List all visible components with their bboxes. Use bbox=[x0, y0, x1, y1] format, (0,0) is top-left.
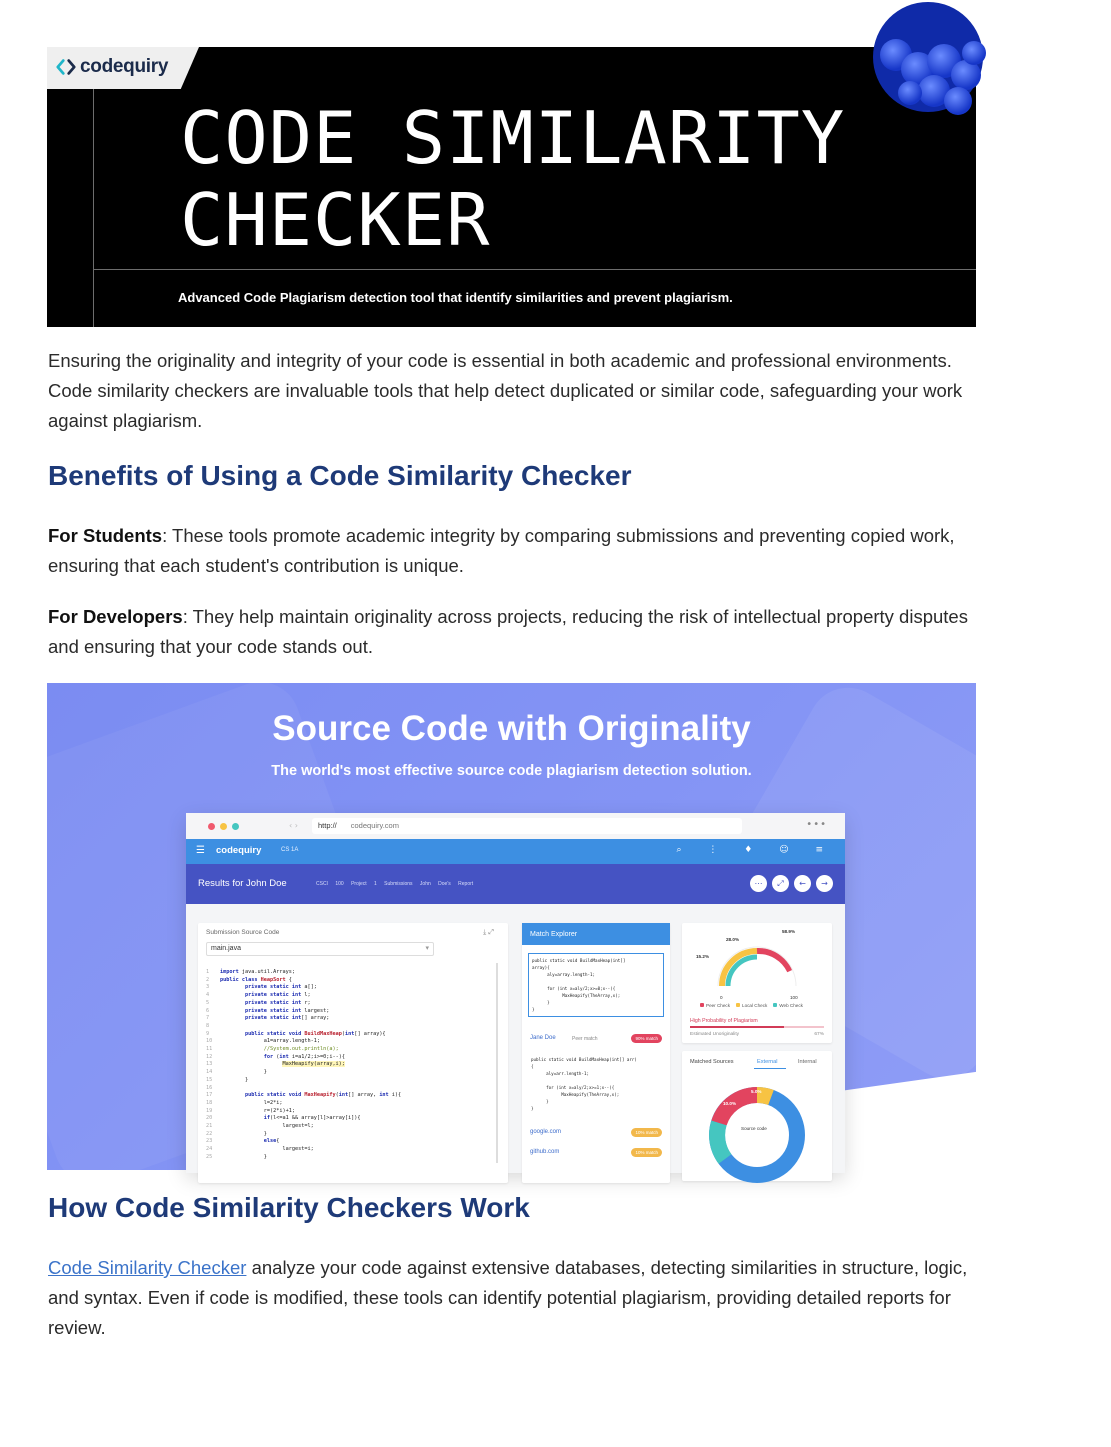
match-snippet-secondary: public static void BuildMaxHeap(int[] arr) { aly=arr.length-1; for (int x=aly/2;x>=1;x--){ MaxHeapify(TheArray,x); } } bbox=[531, 1057, 637, 1111]
results-actions bbox=[750, 875, 833, 892]
source-code-block: 1 import java.util.Arrays; 2 public class HeapSort { 3 private static int a[]; 4 private static int l; 5 private static int r; 6 private static int largest; 7 private static int[] array; 8 9 public static void BuildMaxHeap(int[] array){ 10 a1=array.length-1; 11 //System.out.println(a); 12 for (int i=a1/2;i>=0;i--){ 13 MaxHeapify(array,i); 14 } 15 } 16 17 public static void MaxHeapify(int[] array, int i){ 18 l=2*i; 19 r=(2*i)+1; 20 if(l<=a1 && array[l]>array[i]){ 21 largest=l; 22 } 23 else{ 24 largest=i; 25 } bbox=[206, 969, 402, 1160]
gauge-axis-min: 0 bbox=[720, 995, 723, 1000]
forward-button-icon: → bbox=[816, 875, 833, 892]
plagiarism-probability: High Probability of Plagiarism bbox=[690, 1018, 758, 1024]
developers-paragraph bbox=[48, 602, 978, 662]
unoriginality-label: Estimated Unoriginality bbox=[690, 1032, 740, 1037]
how-heading: How Code Similarity Checkers Work bbox=[48, 1192, 530, 1223]
more-button-icon: ⋯ bbox=[750, 875, 767, 892]
hero-divider-vertical bbox=[93, 89, 94, 327]
scrollbar bbox=[496, 963, 498, 1163]
matched-sources-panel bbox=[682, 1051, 832, 1181]
hero-divider-horizontal bbox=[93, 269, 976, 270]
promo-banner-image bbox=[47, 683, 976, 1175]
nav-arrows-icon: ‹ › bbox=[289, 821, 298, 830]
codequiry-logo-icon bbox=[55, 56, 77, 78]
url-text: codequiry.com bbox=[350, 821, 399, 830]
tab-internal: Internal bbox=[798, 1059, 817, 1065]
intro-paragraph: Ensuring the originality and integrity of your code is essential in both academic and professional environments. Code similarity checkers are invaluable tools that help detect duplicated or similar code, safeguarding your work against plagiarism. bbox=[48, 350, 963, 431]
donut-value-teal: 30.0% bbox=[706, 1170, 720, 1175]
similarity-gauge-panel bbox=[682, 923, 832, 1043]
logo-text: codequiry bbox=[80, 56, 169, 77]
hero-title-line2: CHECKER bbox=[180, 178, 491, 262]
donut-value-yellow: 5.0% bbox=[751, 1089, 762, 1094]
donut-slice-red bbox=[719, 1095, 757, 1123]
browser-chrome bbox=[186, 813, 845, 839]
match-explorer-header: Match Explorer bbox=[522, 923, 670, 945]
tab-external: External bbox=[757, 1059, 778, 1065]
donut-center-label: Source code bbox=[741, 1126, 767, 1131]
gauge-value-local: 28.0% bbox=[726, 937, 740, 942]
match-author: Jane Doe bbox=[530, 1035, 556, 1041]
source-panel-label: Submission Source Code bbox=[206, 929, 280, 936]
how-paragraph bbox=[48, 1253, 978, 1343]
developers-text: : They help maintain originality across projects, reducing the risk of intellectual property disputes and ensuring that your code stands out. bbox=[48, 606, 968, 657]
gauge-arc-peer bbox=[757, 951, 790, 971]
code-similarity-checker-link[interactable]: Code Similarity Checker bbox=[48, 1257, 247, 1278]
expand-button-icon: ⤢ bbox=[772, 875, 789, 892]
url-bar bbox=[312, 818, 742, 834]
gauge-axis-max: 100 bbox=[790, 995, 798, 1000]
banner-subtitle: The world's most effective source code plagiarism detection solution. bbox=[271, 763, 752, 779]
matched-sources-label: Matched Sources bbox=[690, 1059, 734, 1065]
results-bar bbox=[186, 864, 845, 904]
source-code-panel bbox=[198, 923, 508, 1183]
students-paragraph bbox=[48, 521, 978, 581]
donut-value-blue: 55.0% bbox=[804, 1143, 818, 1148]
match-percentage-badge: 90% match bbox=[631, 1034, 662, 1043]
students-text: : These tools promote academic integrity by comparing submissions and preventing copied work, ensuring that each student's contribution is unique. bbox=[48, 525, 955, 576]
donut-slice-yellow bbox=[757, 1095, 771, 1098]
chevron-down-icon: ▾ bbox=[425, 945, 429, 952]
developers-label: For Developers bbox=[48, 606, 183, 627]
hero-title-line1: CODE SIMILARITY bbox=[180, 96, 846, 180]
codequiry-logo[interactable] bbox=[55, 56, 168, 78]
blue-sphere-decoration bbox=[836, 47, 976, 119]
unoriginality-value: 67% bbox=[814, 1032, 824, 1037]
source-google-badge: 10% match bbox=[631, 1128, 662, 1137]
hero-subtitle: Advanced Code Plagiarism detection tool that identify similarities and prevent plagiarism. bbox=[178, 290, 733, 305]
donut-slice-teal bbox=[717, 1123, 725, 1159]
tab-external-underline bbox=[754, 1068, 786, 1069]
legend-local-label: Local Check bbox=[742, 1003, 768, 1008]
benefits-heading: Benefits of Using a Code Similarity Checker bbox=[48, 460, 632, 491]
gauge-value-peer: 58.9% bbox=[782, 929, 796, 934]
hero-banner bbox=[47, 47, 976, 327]
app-logo: codequiry bbox=[216, 845, 262, 856]
source-github-badge: 10% match bbox=[631, 1148, 662, 1157]
source-github: github.com bbox=[530, 1149, 560, 1155]
legend-web bbox=[773, 1003, 803, 1008]
app-header bbox=[186, 839, 845, 864]
legend-web-label: Web Check bbox=[779, 1003, 803, 1008]
course-selector: CS 1A bbox=[281, 847, 299, 853]
window-minimize-dot bbox=[220, 823, 227, 830]
match-explorer-panel bbox=[522, 923, 670, 1183]
match-type: Peer match bbox=[572, 1036, 598, 1042]
file-select bbox=[206, 942, 434, 956]
results-title: Results for John Doe bbox=[198, 878, 287, 889]
download-icon: ⤓ ⤢ bbox=[483, 928, 494, 936]
header-icons: ⌕ ⋮ ♦ ☺ ≡ bbox=[676, 845, 835, 855]
hero-title bbox=[180, 97, 845, 261]
file-name: main.java bbox=[211, 945, 241, 952]
students-label: For Students bbox=[48, 525, 163, 546]
window-maximize-dot bbox=[232, 823, 239, 830]
banner-title: Source Code with Originality bbox=[272, 709, 751, 748]
how-text: analyze your code against extensive databases, detecting similarities in structure, logic, and syntax. Even if code is modified, these tools can identify potential plagiarism, providing detailed reports for review. bbox=[48, 1257, 968, 1338]
probability-bar bbox=[690, 1026, 824, 1028]
back-button-icon: ← bbox=[794, 875, 811, 892]
more-icon: ••• bbox=[806, 819, 827, 830]
source-google: google.com bbox=[530, 1129, 562, 1135]
legend-peer bbox=[700, 1003, 730, 1008]
match-snippet-primary: public static void BuildMaxHeap(int[] array){ aly=array.length-1; for (int x=aly/2;x>=0;x--){ MaxHeapify(TheArray,x); } } bbox=[528, 953, 664, 1017]
legend-peer-label: Peer Check bbox=[706, 1003, 731, 1008]
url-prefix: http:// bbox=[318, 821, 337, 830]
gauge-value-web: 15.2% bbox=[696, 954, 710, 959]
browser-mockup bbox=[186, 813, 845, 1173]
legend-local bbox=[736, 1003, 767, 1008]
donut-value-red: 10.0% bbox=[723, 1101, 737, 1106]
window-close-dot bbox=[208, 823, 215, 830]
breadcrumb: CSCI 100 Project 1 Submissions John Doe's Report bbox=[316, 881, 474, 887]
gauge-legend bbox=[700, 1003, 803, 1008]
menu-icon: ☰ bbox=[196, 845, 205, 856]
